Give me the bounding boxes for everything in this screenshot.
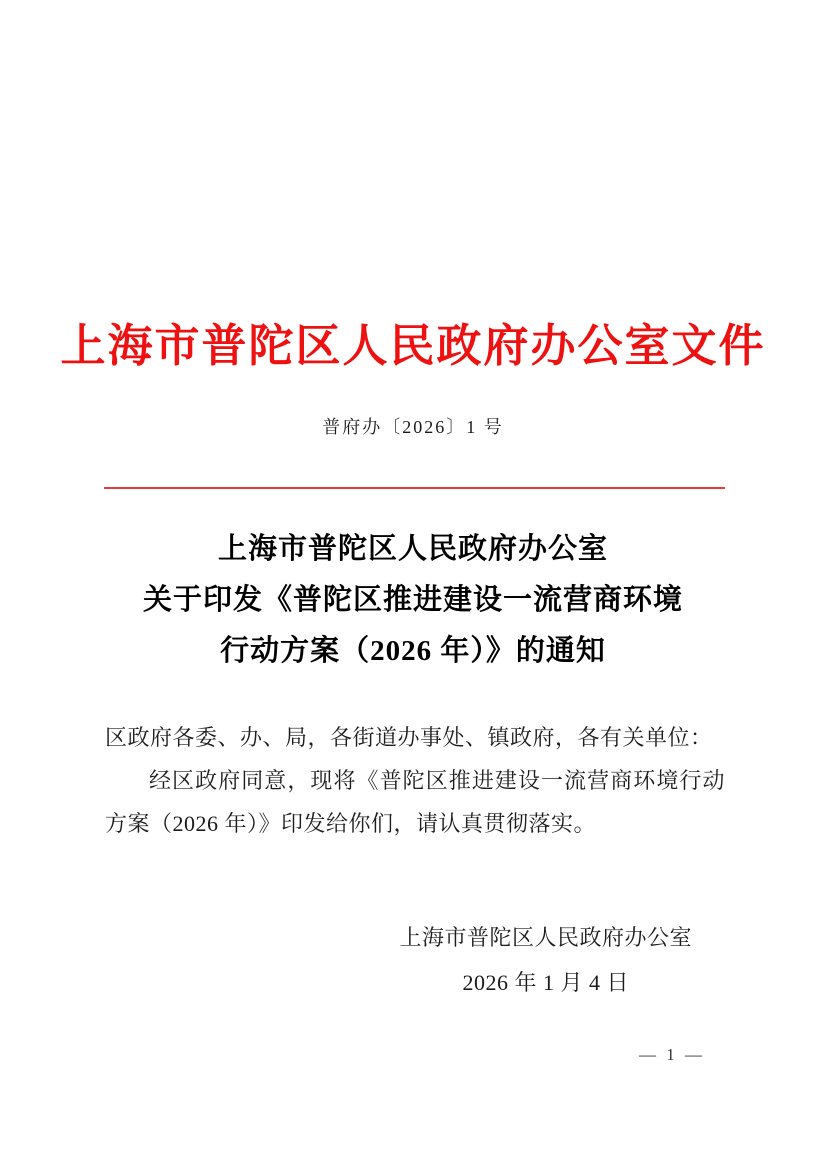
salutation-line: 区政府各委、办、局，各街道办事处、镇政府，各有关单位： <box>105 725 713 750</box>
document-number: 普府办〔2026〕1 号 <box>322 417 504 437</box>
document-title-line-3: 行动方案（2026 年）》的通知 <box>220 635 606 667</box>
document-title-line-1: 上海市普陀区人民政府办公室 <box>217 533 608 565</box>
letterhead-rule <box>104 487 725 489</box>
letterhead-title: 上海市普陀区人民政府办公室文件 <box>60 321 766 371</box>
document-body <box>105 716 725 845</box>
document-title <box>0 524 826 677</box>
signature-block <box>399 915 692 1005</box>
page-number: — 1 — <box>639 1045 705 1064</box>
body-paragraph: 经区政府同意，现将《普陀区推进建设一流营商环境行动方案（2026 年）》印发给你们，请认真贯彻落实。 <box>105 768 725 836</box>
document-title-line-2: 关于印发《普陀区推进建设一流营商环境 <box>142 584 683 616</box>
signature-org: 上海市普陀区人民政府办公室 <box>399 925 692 950</box>
signature-date: 2026 年 1 月 4 日 <box>462 970 629 995</box>
